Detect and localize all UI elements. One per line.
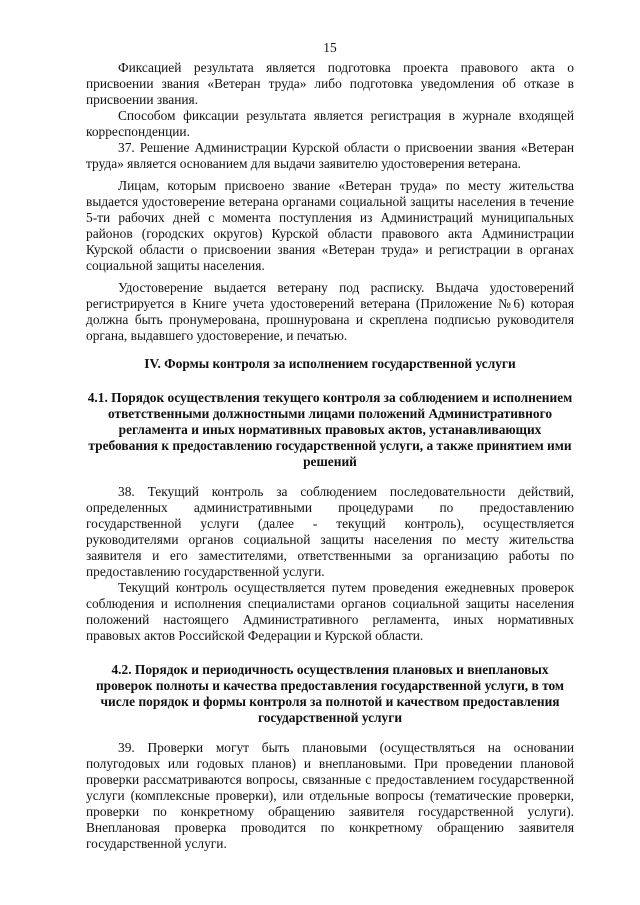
paragraph-item-37: 37. Решение Администрации Курской области о присвоении звания «Ветеран труда» является основанием для выдачи заявителю удостоверения ветерана. — [86, 140, 574, 171]
page-number: 15 — [323, 40, 337, 55]
subsection-heading-4-1: 4.1. Порядок осуществления текущего контроля за соблюдением и исполнением ответственными должностными лицами положений Административного регламента и иных нормативных правовых актов, устанавливающих требования к предоставлению государственной услуги, а также принятием ими решений — [87, 390, 573, 469]
paragraph-item-39: 39. Проверки могут быть плановыми (осуществляться на основании полугодовых или годовых планов) и внеплановыми. При проведении плановой проверки рассматриваются вопросы, связанные с предоставлением государственной услуги (комплексные проверки), или отдельные вопросы (тематические проверки, проверки по конкретному обращению заявителя государственной услуги). Внеплановая проверка проводится по конкретному обращению заявителя государственной услуги. — [86, 740, 574, 851]
paragraph-item-38: 38. Текущий контроль за соблюдением последовательности действий, определенных административными процедурами по предоставлению государственной услуги (далее - текущий контроль), осуществляется руководителями органов социальной защиты населения по месту жительства заявителя и его заместителями, ответственными за организацию работы по предоставлению государственной услуги. — [86, 484, 574, 579]
paragraph-result-fixation: Фиксацией результата является подготовка проекта правового акта о присвоении звания «Ветеран труда» либо подготовка уведомления об отказе в присвоении звания. — [86, 60, 574, 107]
section-heading-iv: IV. Формы контроля за исполнением государственной услуги — [144, 356, 516, 371]
paragraph-current-control: Текущий контроль осуществляется путем проведения ежедневных проверок соблюдения и исполнения специалистами органов социальной защиты населения положений настоящего Административного регламента, иных нормативных правовых актов Российской Федерации и Курской области. — [86, 580, 574, 643]
paragraph-fixation-method: Способом фиксации результата является регистрация в журнале входящей корреспонденции. — [86, 108, 574, 139]
paragraph-certificate-issue: Лицам, которым присвоено звание «Ветеран труда» по месту жительства выдается удостоверение ветерана органами социальной защиты населения в течение 5-ти рабочих дней с момента поступления из Администраций муниципальных районов (городских округов) Курской области правового акта Администрации Курской области о присвоении звания «Ветеран труда» и регистрации в органах социальной защиты населения. — [86, 178, 574, 273]
subsection-heading-4-2: 4.2. Порядок и периодичность осуществления плановых и внеплановых проверок полноты и качества предоставления государственной услуги, в том числе порядок и формы контроля за полнотой и качеством предоставления государственной услуги — [95, 662, 565, 725]
paragraph-certificate-receipt: Удостоверение выдается ветерану под расписку. Выдача удостоверений регистрируется в Книге учета удостоверений ветерана (Приложение №6) которая должна быть пронумерована, прошнурована и скреплена подписью руководителя органа, выдавшего удостоверение, и печатью. — [86, 280, 574, 343]
document-page — [86, 40, 574, 852]
